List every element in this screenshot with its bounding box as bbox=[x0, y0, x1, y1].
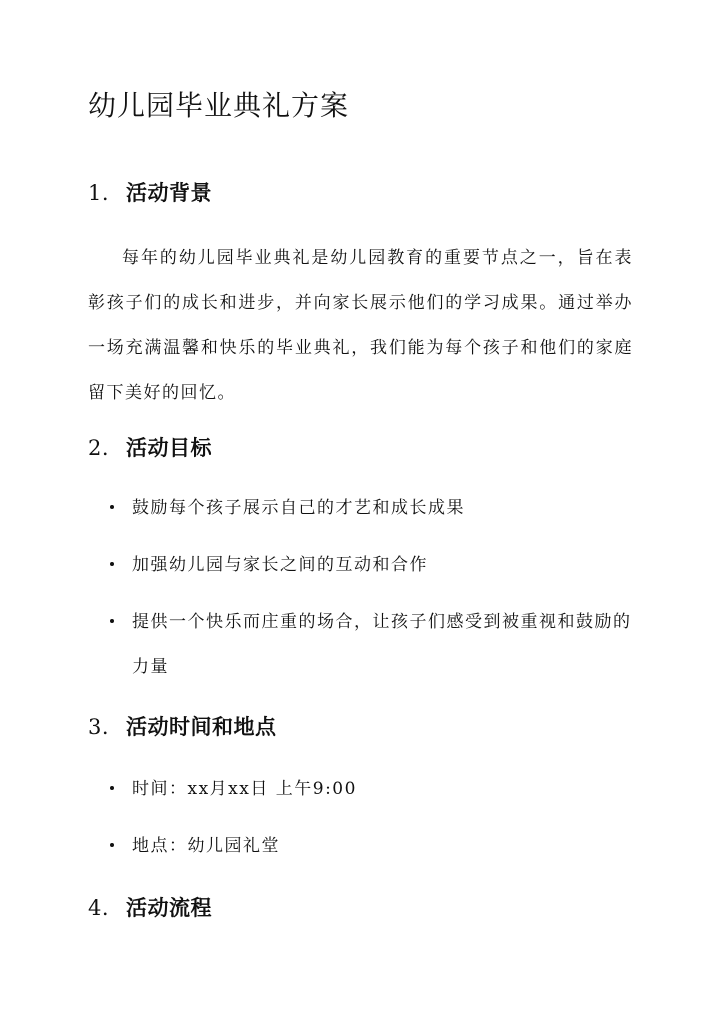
list-item-text: 加强幼儿园与家长之间的互动和合作 bbox=[132, 555, 428, 575]
time-place-list bbox=[88, 767, 633, 881]
list-item-text: 地点：幼儿园礼堂 bbox=[132, 836, 280, 856]
bullet-icon bbox=[110, 843, 114, 847]
section-title: 活动流程 bbox=[126, 895, 212, 920]
goals-list bbox=[88, 486, 633, 702]
background-paragraph: 每年的幼儿园毕业典礼是幼儿园教育的重要节点之一，旨在表彰孩子们的成长和进步，并向家长展示他们的学习成果。通过举办一场充满温馨和快乐的毕业典礼，我们能为每个孩子和他们的家庭留下美好的回忆。 bbox=[88, 248, 633, 403]
list-item bbox=[88, 767, 633, 812]
bullet-icon bbox=[110, 505, 114, 509]
section-number: 2. bbox=[88, 436, 110, 460]
section-heading-process bbox=[88, 892, 212, 922]
section-title: 活动背景 bbox=[126, 180, 212, 205]
bullet-icon bbox=[110, 562, 114, 566]
section-title: 活动时间和地点 bbox=[126, 714, 277, 739]
section-heading-time-place bbox=[88, 711, 277, 741]
list-item-text: 提供一个快乐而庄重的场合，让孩子们感受到被重视和鼓励的力量 bbox=[132, 612, 632, 677]
bullet-icon bbox=[110, 786, 114, 790]
section-number: 4. bbox=[88, 896, 110, 920]
list-item bbox=[88, 824, 633, 869]
section-heading-background bbox=[88, 177, 212, 207]
list-item bbox=[88, 543, 633, 588]
document-title: 幼儿园毕业典礼方案 bbox=[88, 89, 350, 122]
section-heading-goals bbox=[88, 432, 212, 462]
section-number: 1. bbox=[88, 181, 110, 205]
section-number: 3. bbox=[88, 715, 110, 739]
list-item-text: 鼓励每个孩子展示自己的才艺和成长成果 bbox=[132, 498, 465, 518]
list-item bbox=[88, 486, 633, 531]
section-title: 活动目标 bbox=[126, 435, 212, 460]
list-item bbox=[88, 600, 633, 690]
bullet-icon bbox=[110, 619, 114, 623]
list-item-text: 时间：xx月xx日 上午9:00 bbox=[132, 779, 357, 799]
